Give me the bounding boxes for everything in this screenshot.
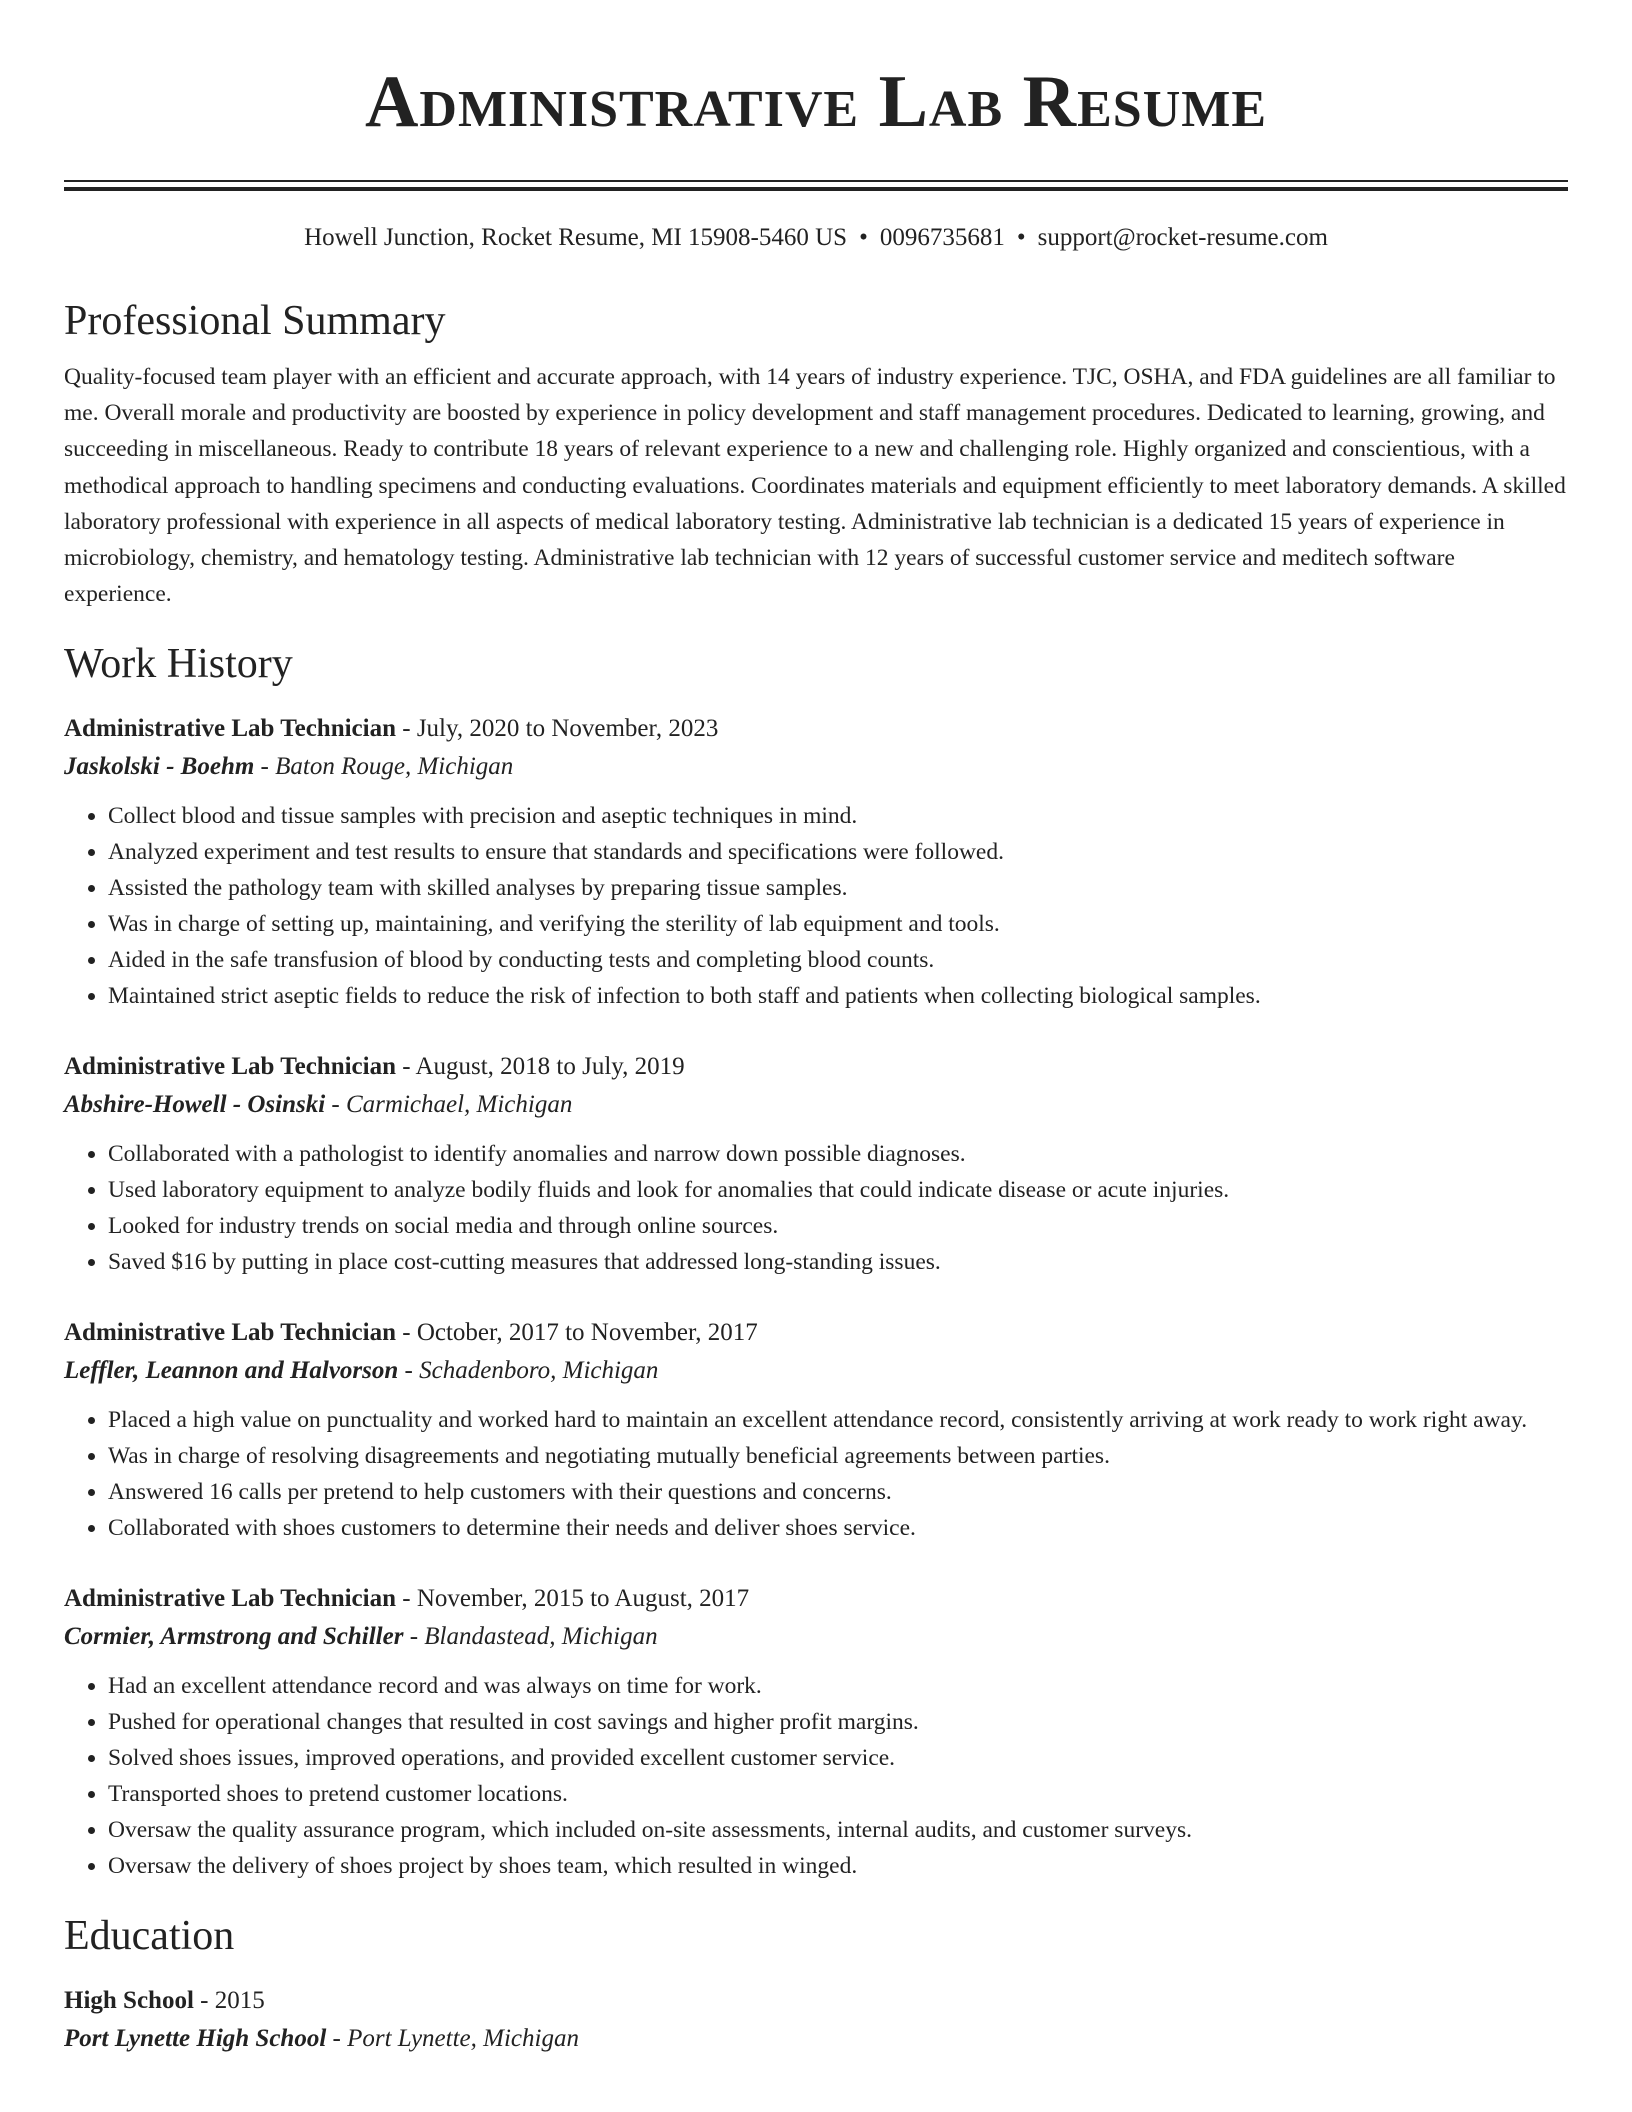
job-bullet: • Used laboratory equipment to analyze bodily fluids and look for anomalies that could indicate disease or acute injuries. [108, 1172, 1568, 1208]
job-header [64, 710, 1568, 748]
job-bullet: • Answered 16 calls per pretend to help customers with their questions and concerns. [108, 1474, 1568, 1510]
contact-separator: • [1016, 224, 1026, 251]
education-entry [64, 1982, 1568, 2058]
job-employer [64, 748, 1568, 786]
job-header [64, 1048, 1568, 1086]
summary-text: Quality-focused team player with an efficient and accurate approach, with 14 years of industry experience. TJC, OSHA, and FDA guidelines are all familiar to me. Overall morale and productivity are boosted by experience in policy development and staff management procedures. Dedicated to learning, growing, and succeeding in miscellaneous. Ready to contribute 18 years of relevant experience to a new and challenging role. Highly organized and conscientious, with a methodical approach to handling specimens and conducting evaluations. Coordinates materials and equipment efficiently to meet laboratory demands. A skilled laboratory professional with experience in all aspects of medical laboratory testing. Administrative lab technician is a dedicated 15 years of experience in microbiology, chemistry, and hematology testing. Administrative lab technician with 12 years of successful customer service and meditech software experience. [64, 364, 1566, 608]
job-dates: - August, 2018 to July, 2019 [396, 1053, 685, 1081]
job-location: - Schadenboro, Michigan [398, 1357, 659, 1385]
job-entry [64, 710, 1568, 1014]
contact-separator: • [859, 224, 868, 251]
job-location: - Baton Rouge, Michigan [254, 753, 514, 781]
job-dates: - November, 2015 to August, 2017 [396, 1585, 750, 1613]
education-school: Port Lynette High School [64, 2025, 327, 2053]
job-dates: - October, 2017 to November, 2017 [396, 1319, 758, 1347]
job-bullet: • Pushed for operational changes that resulted in cost savings and higher profit margins. [108, 1704, 1568, 1740]
job-entry [64, 1048, 1568, 1280]
job-employer [64, 1086, 1568, 1124]
job-role: Administrative Lab Technician [64, 1319, 396, 1347]
job-bullet: • Collaborated with a pathologist to identify anomalies and narrow down possible diagnoses. [108, 1136, 1568, 1172]
summary-section [64, 295, 1568, 612]
contact-phone: 0096735681 [879, 224, 1005, 251]
summary-heading: Professional Summary [64, 298, 446, 344]
job-bullet: • Transported shoes to pretend customer locations. [108, 1776, 1568, 1812]
job-entry [64, 1580, 1568, 1884]
education-section [64, 1910, 1568, 2058]
job-employer [64, 1352, 1568, 1390]
resume-title: Administrative Lab Resume [364, 61, 1268, 143]
job-company: Abshire-Howell - Osinski [64, 1091, 326, 1119]
education-year: - 2015 [193, 1987, 265, 2015]
job-bullet: • Oversaw the delivery of shoes project by shoes team, which resulted in winged. [108, 1848, 1568, 1884]
job-bullets [64, 798, 1568, 1014]
work-history-section [64, 638, 1568, 1884]
job-company: Cormier, Armstrong and Schiller [64, 1623, 404, 1651]
job-bullet: • Collect blood and tissue samples with precision and aseptic techniques in mind. [108, 798, 1568, 834]
job-bullet: • Was in charge of resolving disagreements and negotiating mutually beneficial agreements between parties. [108, 1438, 1568, 1474]
job-location: - Blandastead, Michigan [403, 1623, 658, 1651]
job-bullet: • Saved $16 by putting in place cost-cutting measures that addressed long-standing issues. [108, 1244, 1568, 1280]
job-header [64, 1314, 1568, 1352]
title-divider [64, 180, 1568, 191]
job-bullet: • Assisted the pathology team with skilled analyses by preparing tissue samples. [108, 870, 1568, 906]
job-bullets [64, 1402, 1568, 1546]
job-bullet: • Placed a high value on punctuality and worked hard to maintain an excellent attendance record, consistently arriving at work ready to work right away. [108, 1402, 1568, 1438]
job-bullet: • Oversaw the quality assurance program, which included on-site assessments, internal audits, and customer surveys. [108, 1812, 1568, 1848]
job-role: Administrative Lab Technician [64, 715, 396, 743]
job-entry [64, 1314, 1568, 1546]
job-bullet: • Collaborated with shoes customers to determine their needs and deliver shoes service. [108, 1510, 1568, 1546]
work-history-heading: Work History [64, 641, 293, 688]
job-bullet: • Had an excellent attendance record and was always on time for work. [108, 1668, 1568, 1704]
job-company: Leffler, Leannon and Halvorson [64, 1357, 399, 1385]
job-bullet: • Maintained strict aseptic fields to reduce the risk of infection to both staff and patients when collecting biological samples. [108, 978, 1568, 1014]
contact-line [64, 221, 1568, 255]
job-header [64, 1580, 1568, 1618]
job-bullets [64, 1668, 1568, 1884]
education-location: - Port Lynette, Michigan [326, 2025, 579, 2053]
contact-address: Howell Junction, Rocket Resume, MI 15908-5460 US [304, 224, 848, 251]
job-role: Administrative Lab Technician [64, 1053, 396, 1081]
contact-email: support@rocket-resume.com [1037, 224, 1328, 251]
job-bullet: • Analyzed experiment and test results to ensure that standards and specifications were followed. [108, 834, 1568, 870]
education-degree: High School [64, 1987, 194, 2015]
job-bullets [64, 1136, 1568, 1280]
job-dates: - July, 2020 to November, 2023 [396, 715, 719, 743]
job-bullet: • Solved shoes issues, improved operations, and provided excellent customer service. [108, 1740, 1568, 1776]
job-role: Administrative Lab Technician [64, 1585, 396, 1613]
education-heading: Education [64, 1913, 235, 1960]
job-bullet: • Was in charge of setting up, maintaining, and verifying the sterility of lab equipment and tools. [108, 906, 1568, 942]
job-employer [64, 1618, 1568, 1656]
job-location: - Carmichael, Michigan [325, 1091, 573, 1119]
education-school-line [64, 2020, 1568, 2058]
education-header [64, 1982, 1568, 2020]
job-bullet: • Looked for industry trends on social media and through online sources. [108, 1208, 1568, 1244]
job-company: Jaskolski - Boehm [64, 753, 255, 781]
job-bullet: • Aided in the safe transfusion of blood by conducting tests and completing blood counts. [108, 942, 1568, 978]
